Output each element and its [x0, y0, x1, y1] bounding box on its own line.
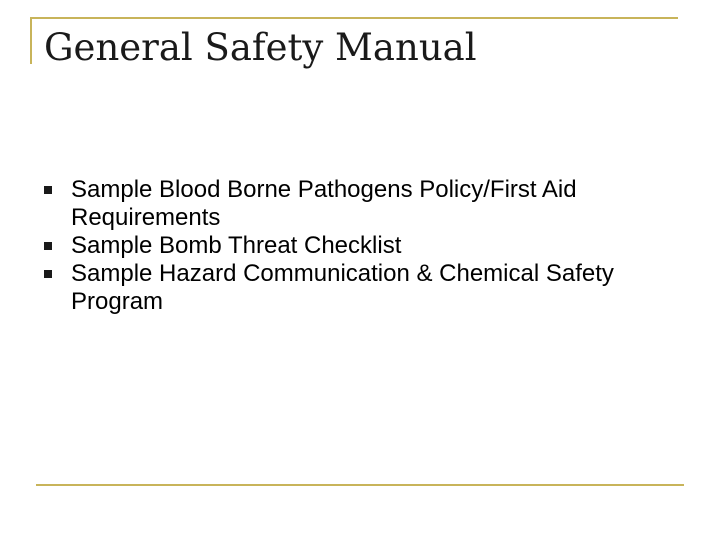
top-rule — [30, 17, 678, 19]
bottom-rule — [36, 484, 684, 486]
bullet-text: Sample Blood Borne Pathogens Policy/First Aid Requirements — [71, 176, 577, 231]
bullet-text: Sample Hazard Communication & Chemical Safety Program — [71, 260, 614, 315]
bullet-text: Sample Bomb Threat Checklist — [71, 232, 402, 259]
bullet-item-hazard-communication — [44, 260, 664, 316]
slide-title: General Safety Manual — [44, 26, 477, 69]
bullet-item-bomb-threat — [44, 232, 664, 260]
bullet-item-bloodborne — [44, 176, 664, 232]
square-bullet-icon — [44, 186, 52, 194]
square-bullet-icon — [44, 270, 52, 278]
bullet-list — [44, 176, 664, 316]
left-accent-rule — [30, 17, 32, 64]
square-bullet-icon — [44, 242, 52, 250]
